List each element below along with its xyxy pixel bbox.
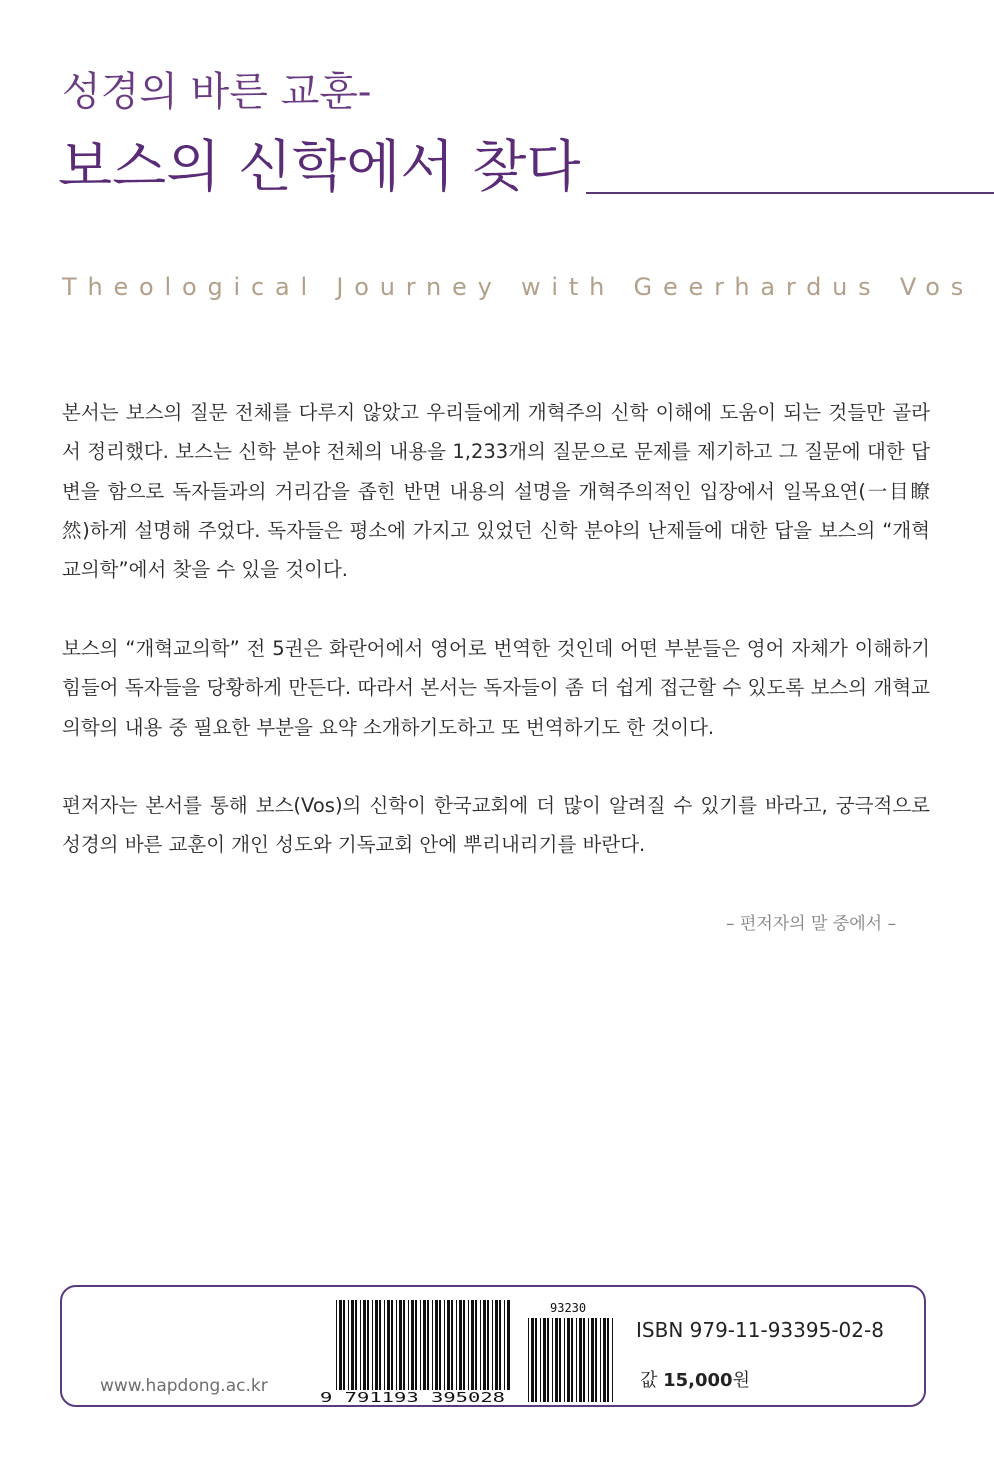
barcode-bar: [463, 1300, 465, 1390]
barcode-bar: [379, 1300, 381, 1390]
barcode-main-digits: 9 791193 395028: [320, 1390, 505, 1406]
barcode-bar: [483, 1300, 486, 1390]
barcode-addon-bars: [528, 1318, 613, 1402]
barcode-bar: [423, 1300, 426, 1390]
body-paragraph-3: 편저자는 본서를 통해 보스(Vos)의 신학이 한국교회에 더 많이 알려질 수 있기를 바라고, 궁극적으로 성경의 바른 교훈이 개인 성도와 기독교회 안에 뿌리내리기를 바란다.: [62, 794, 930, 857]
barcode-bar: [399, 1300, 402, 1390]
title-line-1: 성경의 바른 교훈-: [62, 69, 372, 115]
barcode-bar: [339, 1300, 342, 1390]
barcode-bar: [540, 1318, 541, 1402]
barcode-bar: [595, 1318, 597, 1402]
barcode-bar: [351, 1300, 354, 1390]
barcode-bar: [552, 1318, 553, 1402]
barcode-bar: [480, 1300, 481, 1390]
barcode-bar: [468, 1300, 469, 1390]
barcode-bar: [591, 1318, 594, 1402]
barcode-bar: [427, 1300, 429, 1390]
barcode-bar: [444, 1300, 445, 1390]
barcode-bar: [588, 1318, 589, 1402]
barcode-bar: [567, 1318, 570, 1402]
barcode-bar: [492, 1300, 493, 1390]
title-rule: [586, 192, 994, 194]
barcode-bar: [531, 1318, 534, 1402]
barcode-bar: [576, 1318, 577, 1402]
barcode-bar: [504, 1300, 505, 1390]
barcode-bar: [447, 1300, 450, 1390]
barcode-bar: [612, 1318, 613, 1402]
barcode-bar: [375, 1300, 378, 1390]
barcode-bar: [363, 1300, 366, 1390]
barcode-bar: [391, 1300, 393, 1390]
price-unit: 원: [732, 1370, 750, 1391]
barcode-bar: [360, 1300, 361, 1390]
barcode-bar: [495, 1300, 498, 1390]
barcode-bar: [411, 1300, 414, 1390]
barcode-bar: [487, 1300, 489, 1390]
barcode-bar: [348, 1300, 349, 1390]
barcode-bar: [471, 1300, 474, 1390]
barcode-bar: [343, 1300, 345, 1390]
barcode-bar: [571, 1318, 573, 1402]
barcode-bar: [372, 1300, 373, 1390]
barcode-bar: [415, 1300, 417, 1390]
website-url[interactable]: www.hapdong.ac.kr: [100, 1376, 268, 1396]
barcode-bar: [336, 1300, 337, 1390]
isbn-barcode: [310, 1298, 616, 1406]
barcode-bar: [528, 1318, 529, 1402]
barcode-bar: [535, 1318, 537, 1402]
barcode-bar: [456, 1300, 457, 1390]
barcode-bar: [607, 1318, 609, 1402]
barcode-bar: [408, 1300, 409, 1390]
barcode-bar: [355, 1300, 357, 1390]
english-subtitle: Theological Journey with Geerhardus Vos: [62, 273, 975, 301]
price: [640, 1372, 750, 1390]
barcode-bar: [451, 1300, 453, 1390]
barcode-bar: [543, 1318, 546, 1402]
barcode-bar: [403, 1300, 405, 1390]
barcode-bar: [559, 1318, 561, 1402]
barcode-bar: [396, 1300, 397, 1390]
barcode-bar: [603, 1318, 606, 1402]
barcode-bar: [367, 1300, 369, 1390]
barcode-bar: [420, 1300, 421, 1390]
isbn-number: ISBN 979-11-93395-02-8: [636, 1318, 884, 1342]
barcode-bar: [507, 1300, 510, 1390]
barcode-bar: [555, 1318, 558, 1402]
barcode-bar: [583, 1318, 585, 1402]
barcode-addon-digits: 93230: [550, 1301, 587, 1315]
body-paragraph-2: 보스의 “개혁교의학” 전 5권은 화란어에서 영어로 번역한 것인데 어떤 부분들은 영어 자체가 이해하기 힘들어 독자들을 당황하게 만든다. 따라서 본서는 독자들이 좀 더 쉽게 접근할 수 있도록 보스의 개혁교의학의 내용 중 필요한 부분을 요약 소개하기도하고 또 번역하기도 한 것이다.: [62, 637, 930, 739]
barcode-bar: [432, 1300, 433, 1390]
barcode-bar: [547, 1318, 549, 1402]
barcode-bar: [475, 1300, 477, 1390]
barcode-bar: [439, 1300, 441, 1390]
price-value: 15,000: [663, 1370, 733, 1391]
barcode-bar: [384, 1300, 385, 1390]
barcode-bar: [387, 1300, 390, 1390]
barcode-bar: [600, 1318, 601, 1402]
title-line-2: 보스의 신학에서 찾다: [58, 135, 581, 200]
body-paragraph-1: 본서는 보스의 질문 전체를 다루지 않았고 우리들에게 개혁주의 신학 이해에 도움이 되는 것들만 골라서 정리했다. 보스는 신학 분야 전체의 내용을 1,233개의 질문으로 문제를 제기하고 그 질문에 대한 답변을 함으로 독자들과의 거리감을 좁힌 반면 내용의 설명을 개혁주의적인 입장에서 일목요연(一目瞭然)하게 설명해 주었다. 독자들은 평소에 가지고 있었던 신학 분야의 난제들에 대한 답을 보스의 “개혁교의학”에서 찾을 수 있을 것이다.: [62, 401, 930, 582]
barcode-main-bars: [336, 1300, 510, 1390]
attribution: – 편저자의 말 중에서 –: [726, 914, 896, 934]
price-label: 값: [640, 1370, 658, 1391]
barcode-bar: [564, 1318, 565, 1402]
barcode-bar: [499, 1300, 501, 1390]
barcode-bar: [459, 1300, 462, 1390]
barcode-bar: [579, 1318, 582, 1402]
barcode-bar: [435, 1300, 438, 1390]
